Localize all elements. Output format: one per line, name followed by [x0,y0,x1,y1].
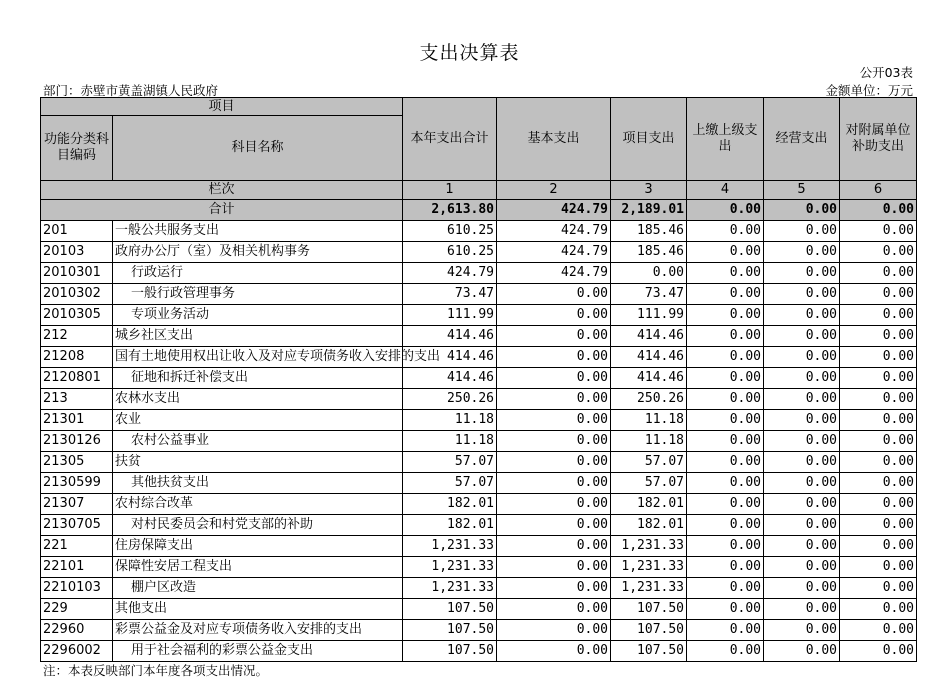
row-name: 其他扶贫支出 [113,473,403,494]
row-value: 0.00 [497,305,611,326]
row-value: 0.00 [687,305,764,326]
row-value: 0.00 [687,347,764,368]
row-value: 11.18 [403,431,497,452]
column-index: 4 [687,181,764,200]
row-value: 0.00 [497,284,611,305]
table-row [41,221,917,242]
row-value: 0.00 [764,284,840,305]
row-value: 0.00 [497,515,611,536]
row-value: 0.00 [764,347,840,368]
table-row [41,242,917,263]
row-value: 0.00 [840,557,917,578]
table-row [41,620,917,641]
header-total: 本年支出合计 [403,98,497,181]
row-value: 0.00 [840,578,917,599]
row-name: 一般行政管理事务 [113,284,403,305]
row-value: 0.00 [764,242,840,263]
row-value: 0.00 [764,641,840,662]
table-row [41,494,917,515]
row-code: 2010302 [41,284,113,305]
row-value: 0.00 [840,452,917,473]
row-value: 0.00 [687,242,764,263]
row-value: 414.46 [403,347,497,368]
table-row [41,389,917,410]
row-value: 0.00 [840,347,917,368]
table-row [41,452,917,473]
row-value: 0.00 [687,473,764,494]
row-value: 0.00 [687,641,764,662]
row-value: 0.00 [687,515,764,536]
row-value: 0.00 [840,389,917,410]
row-name: 扶贫 [113,452,403,473]
table-row [41,347,917,368]
row-value: 0.00 [764,263,840,284]
row-value: 0.00 [497,536,611,557]
row-code: 21305 [41,452,113,473]
row-value: 0.00 [497,473,611,494]
row-value: 1,231.33 [611,536,687,557]
row-value: 0.00 [497,599,611,620]
row-value: 107.50 [611,641,687,662]
row-value: 107.50 [403,599,497,620]
row-value: 0.00 [764,620,840,641]
row-value: 0.00 [840,263,917,284]
row-value: 0.00 [497,452,611,473]
row-value: 0.00 [840,305,917,326]
row-code: 2130599 [41,473,113,494]
row-value: 11.18 [611,410,687,431]
row-value: 1,231.33 [611,557,687,578]
department-label: 部门：赤壁市黄盖湖镇人民政府 [43,83,219,98]
total-label: 合计 [41,200,403,221]
row-name: 农村综合改革 [113,494,403,515]
row-name: 棚户区改造 [113,578,403,599]
row-value: 414.46 [611,347,687,368]
column-index: 6 [840,181,917,200]
row-value: 250.26 [611,389,687,410]
table-row [41,326,917,347]
row-name: 行政运行 [113,263,403,284]
row-code: 201 [41,221,113,242]
row-name: 保障性安居工程支出 [113,557,403,578]
row-value: 0.00 [497,410,611,431]
total-value: 0.00 [840,200,917,221]
column-index-label: 栏次 [41,181,403,200]
header-code: 功能分类科目编码 [41,116,113,181]
row-value: 0.00 [687,494,764,515]
row-value: 185.46 [611,242,687,263]
row-value: 0.00 [840,620,917,641]
row-value: 0.00 [840,473,917,494]
row-value: 414.46 [611,368,687,389]
row-value: 57.07 [403,452,497,473]
row-value: 0.00 [497,494,611,515]
row-value: 182.01 [611,494,687,515]
row-code: 21208 [41,347,113,368]
row-name: 农林水支出 [113,389,403,410]
row-value: 0.00 [840,221,917,242]
row-name: 对村民委员会和村党支部的补助 [113,515,403,536]
table-row [41,599,917,620]
row-code: 229 [41,599,113,620]
table-row [41,578,917,599]
row-code: 221 [41,536,113,557]
row-value: 185.46 [611,221,687,242]
header-name: 科目名称 [113,116,403,181]
total-value: 0.00 [687,200,764,221]
total-value: 2,189.01 [611,200,687,221]
row-value: 424.79 [497,242,611,263]
row-value: 57.07 [403,473,497,494]
form-number: 公开03表 [859,65,913,80]
row-value: 424.79 [497,221,611,242]
row-value: 11.18 [403,410,497,431]
row-value: 414.46 [403,368,497,389]
row-value: 414.46 [611,326,687,347]
total-value: 424.79 [497,200,611,221]
row-value: 0.00 [840,410,917,431]
row-name: 住房保障支出 [113,536,403,557]
row-value: 0.00 [687,389,764,410]
row-value: 1,231.33 [611,578,687,599]
column-index: 5 [764,181,840,200]
row-code: 2130126 [41,431,113,452]
row-value: 0.00 [611,263,687,284]
row-value: 182.01 [611,515,687,536]
header-project: 项目支出 [611,98,687,181]
row-value: 0.00 [764,221,840,242]
row-value: 0.00 [840,242,917,263]
row-value: 0.00 [764,326,840,347]
row-value: 0.00 [687,284,764,305]
row-value: 73.47 [611,284,687,305]
row-value: 0.00 [497,431,611,452]
row-value: 1,231.33 [403,578,497,599]
row-name: 农业 [113,410,403,431]
row-value: 0.00 [687,599,764,620]
table-row [41,473,917,494]
row-value: 0.00 [687,620,764,641]
row-value: 0.00 [840,431,917,452]
row-value: 0.00 [687,452,764,473]
row-value: 0.00 [687,536,764,557]
table-row [41,515,917,536]
row-value: 0.00 [764,452,840,473]
total-value: 0.00 [764,200,840,221]
row-value: 0.00 [840,536,917,557]
row-code: 2120801 [41,368,113,389]
table-row [41,263,917,284]
row-value: 1,231.33 [403,557,497,578]
row-value: 424.79 [497,263,611,284]
row-name: 政府办公厅（室）及相关机构事务 [113,242,403,263]
row-value: 0.00 [840,641,917,662]
row-name: 其他支出 [113,599,403,620]
row-value: 57.07 [611,452,687,473]
row-value: 0.00 [497,578,611,599]
row-value: 107.50 [611,620,687,641]
row-code: 21301 [41,410,113,431]
row-code: 2210103 [41,578,113,599]
row-value: 0.00 [764,368,840,389]
page-title: 支出决算表 [419,42,520,64]
row-value: 0.00 [687,431,764,452]
row-value: 0.00 [497,641,611,662]
row-value: 111.99 [611,305,687,326]
row-value: 0.00 [687,263,764,284]
row-name: 专项业务活动 [113,305,403,326]
row-name: 征地和拆迁补偿支出 [113,368,403,389]
row-value: 424.79 [403,263,497,284]
table-row [41,284,917,305]
row-value: 0.00 [497,347,611,368]
header-item: 项目 [41,98,403,116]
row-value: 0.00 [687,368,764,389]
row-value: 0.00 [764,410,840,431]
row-value: 0.00 [840,326,917,347]
row-code: 21307 [41,494,113,515]
row-value: 107.50 [611,599,687,620]
table-row [41,305,917,326]
row-name: 用于社会福利的彩票公益金支出 [113,641,403,662]
total-value: 2,613.80 [403,200,497,221]
row-value: 0.00 [764,557,840,578]
row-name: 国有土地使用权出让收入及对应专项债务收入安排的支出 [113,347,403,368]
row-value: 111.99 [403,305,497,326]
table-row [41,557,917,578]
row-name: 农村公益事业 [113,431,403,452]
row-value: 0.00 [687,578,764,599]
column-index: 2 [497,181,611,200]
row-code: 2296002 [41,641,113,662]
row-name: 城乡社区支出 [113,326,403,347]
table-row [41,410,917,431]
column-index: 1 [403,181,497,200]
row-value: 0.00 [687,557,764,578]
row-value: 0.00 [687,221,764,242]
row-value: 250.26 [403,389,497,410]
row-value: 0.00 [497,620,611,641]
row-value: 182.01 [403,515,497,536]
row-value: 0.00 [840,515,917,536]
row-value: 1,231.33 [403,536,497,557]
row-code: 2010301 [41,263,113,284]
row-value: 0.00 [764,515,840,536]
unit-label: 金额单位：万元 [825,83,913,98]
row-code: 212 [41,326,113,347]
column-index: 3 [611,181,687,200]
row-code: 22101 [41,557,113,578]
row-code: 20103 [41,242,113,263]
row-value: 0.00 [764,578,840,599]
row-value: 0.00 [687,410,764,431]
row-value: 0.00 [840,494,917,515]
row-value: 610.25 [403,221,497,242]
row-value: 0.00 [764,599,840,620]
row-value: 0.00 [840,599,917,620]
row-value: 73.47 [403,284,497,305]
row-value: 0.00 [497,557,611,578]
row-value: 182.01 [403,494,497,515]
row-value: 0.00 [687,326,764,347]
row-value: 0.00 [764,431,840,452]
table-row [41,431,917,452]
header-subsidy: 对附属单位补助支出 [840,98,917,181]
footnote: 注：本表反映部门本年度各项支出情况。 [43,663,269,678]
header-basic: 基本支出 [497,98,611,181]
row-value: 57.07 [611,473,687,494]
row-name: 彩票公益金及对应专项债务收入安排的支出 [113,620,403,641]
table-row [41,536,917,557]
row-value: 11.18 [611,431,687,452]
header-upper: 上缴上级支出 [687,98,764,181]
row-code: 22960 [41,620,113,641]
row-value: 414.46 [403,326,497,347]
table-row [41,641,917,662]
header-business: 经营支出 [764,98,840,181]
table-row [41,368,917,389]
row-value: 0.00 [764,305,840,326]
total-row [41,200,917,221]
row-code: 2130705 [41,515,113,536]
row-value: 0.00 [764,494,840,515]
row-code: 2010305 [41,305,113,326]
row-value: 0.00 [840,368,917,389]
row-value: 0.00 [764,536,840,557]
row-value: 0.00 [497,389,611,410]
expenditure-table [40,97,917,662]
row-code: 213 [41,389,113,410]
row-name: 一般公共服务支出 [113,221,403,242]
row-value: 107.50 [403,620,497,641]
row-value: 0.00 [497,368,611,389]
row-value: 107.50 [403,641,497,662]
row-value: 0.00 [764,389,840,410]
row-value: 610.25 [403,242,497,263]
row-value: 0.00 [497,326,611,347]
row-value: 0.00 [764,473,840,494]
row-value: 0.00 [840,284,917,305]
